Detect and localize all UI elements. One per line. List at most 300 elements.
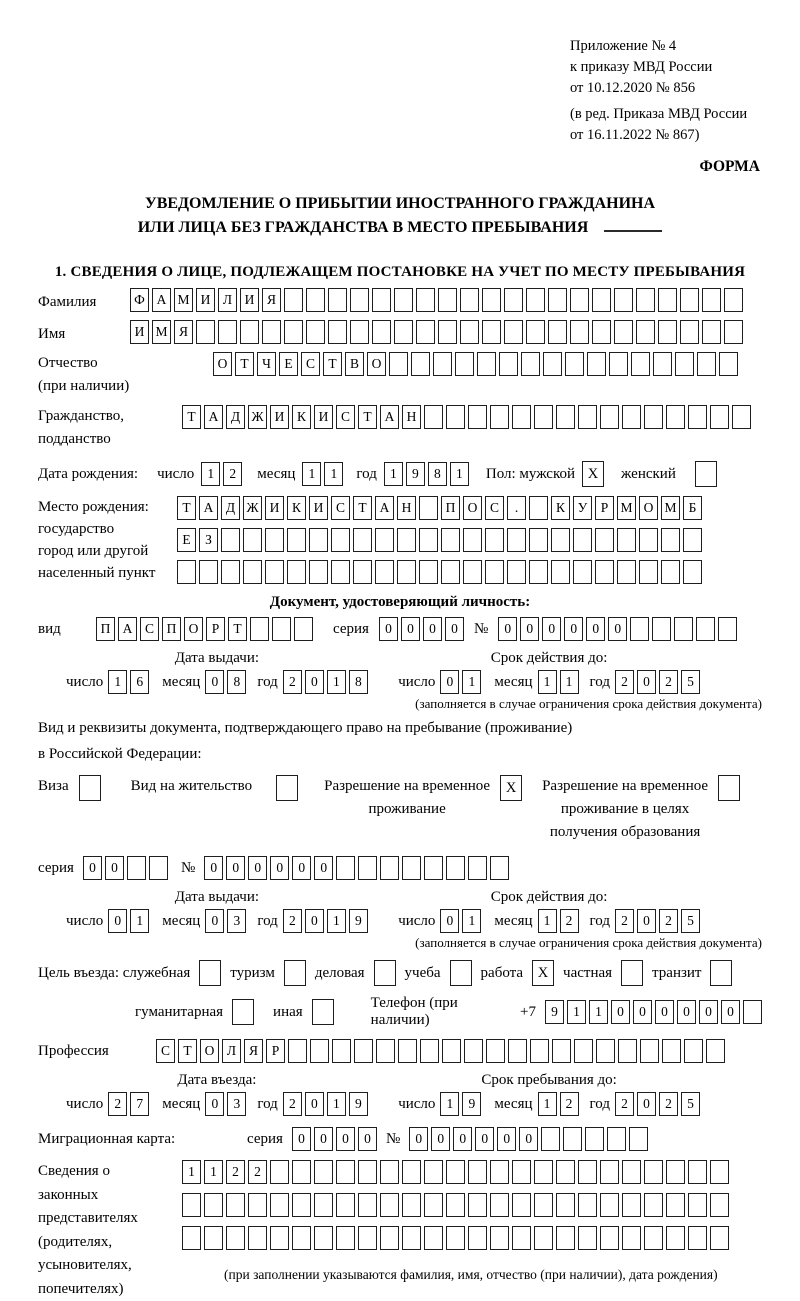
char-cell[interactable] xyxy=(570,320,589,344)
char-cell[interactable] xyxy=(719,352,738,376)
char-cell[interactable] xyxy=(460,288,479,312)
char-cell[interactable] xyxy=(556,1193,575,1217)
char-cell-filled[interactable]: И xyxy=(314,405,333,429)
char-cell-filled[interactable]: Т xyxy=(177,496,196,520)
char-cell-filled[interactable]: Л xyxy=(218,288,237,312)
char-cell[interactable] xyxy=(661,528,680,552)
char-cell-filled[interactable]: 5 xyxy=(681,1092,700,1116)
char-cell[interactable] xyxy=(464,1039,483,1063)
char-cell[interactable] xyxy=(314,1160,333,1184)
char-cell-filled[interactable]: 1 xyxy=(182,1160,201,1184)
char-cell-filled[interactable]: 2 xyxy=(560,909,579,933)
char-cell[interactable] xyxy=(534,1160,553,1184)
char-cell-filled[interactable]: 0 xyxy=(440,670,459,694)
char-cell[interactable] xyxy=(265,528,284,552)
char-cell[interactable] xyxy=(353,528,372,552)
char-cell[interactable] xyxy=(666,1193,685,1217)
char-cell-filled[interactable]: 1 xyxy=(538,1092,557,1116)
char-cell[interactable] xyxy=(292,1193,311,1217)
char-cell-filled[interactable]: К xyxy=(551,496,570,520)
char-cell[interactable] xyxy=(574,1039,593,1063)
purpose-study-checkbox[interactable] xyxy=(450,960,472,986)
char-cell-filled[interactable]: 2 xyxy=(223,462,242,486)
char-cell-filled[interactable]: И xyxy=(240,288,259,312)
char-cell[interactable] xyxy=(265,560,284,584)
char-cell[interactable] xyxy=(380,1160,399,1184)
char-cell-filled[interactable]: 6 xyxy=(130,670,149,694)
char-cell[interactable] xyxy=(306,320,325,344)
char-cell-filled[interactable]: 2 xyxy=(615,670,634,694)
char-cell[interactable] xyxy=(490,856,509,880)
char-cell-filled[interactable]: Н xyxy=(402,405,421,429)
char-cell[interactable] xyxy=(240,320,259,344)
char-cell-filled[interactable]: У xyxy=(573,496,592,520)
char-cell-filled[interactable]: 9 xyxy=(462,1092,481,1116)
char-cell-filled[interactable]: 0 xyxy=(292,856,311,880)
char-cell[interactable] xyxy=(662,1039,681,1063)
char-cell[interactable] xyxy=(248,1193,267,1217)
char-cell[interactable] xyxy=(644,1160,663,1184)
purpose-business-checkbox[interactable] xyxy=(374,960,396,986)
char-cell-filled[interactable]: 2 xyxy=(659,909,678,933)
char-cell-filled[interactable]: 0 xyxy=(497,1127,516,1151)
char-cell-filled[interactable]: 0 xyxy=(586,617,605,641)
char-cell[interactable] xyxy=(354,1039,373,1063)
char-cell-filled[interactable]: О xyxy=(213,352,232,376)
char-cell[interactable] xyxy=(127,856,146,880)
char-cell-filled[interactable]: Ж xyxy=(248,405,267,429)
char-cell-filled[interactable]: С xyxy=(301,352,320,376)
char-cell[interactable] xyxy=(639,560,658,584)
char-cell[interactable] xyxy=(331,528,350,552)
char-cell[interactable] xyxy=(416,320,435,344)
char-cell-filled[interactable]: 0 xyxy=(105,856,124,880)
char-cell-filled[interactable]: И xyxy=(130,320,149,344)
char-cell-filled[interactable]: О xyxy=(463,496,482,520)
char-cell-filled[interactable]: 8 xyxy=(227,670,246,694)
char-cell[interactable] xyxy=(218,320,237,344)
char-cell-filled[interactable]: 0 xyxy=(611,1000,630,1024)
char-cell[interactable] xyxy=(508,1039,527,1063)
char-cell[interactable] xyxy=(380,1226,399,1250)
char-cell[interactable] xyxy=(372,288,391,312)
char-cell-filled[interactable]: 0 xyxy=(292,1127,311,1151)
char-cell[interactable] xyxy=(372,320,391,344)
char-cell-filled[interactable]: 1 xyxy=(201,462,220,486)
purpose-humanitarian-checkbox[interactable] xyxy=(232,999,254,1025)
char-cell-filled[interactable]: 0 xyxy=(608,617,627,641)
char-cell[interactable] xyxy=(512,1193,531,1217)
char-cell[interactable] xyxy=(592,288,611,312)
char-cell[interactable] xyxy=(336,1226,355,1250)
char-cell-filled[interactable]: М xyxy=(617,496,636,520)
char-cell-filled[interactable]: А xyxy=(380,405,399,429)
char-cell[interactable] xyxy=(718,617,737,641)
char-cell-filled[interactable]: З xyxy=(199,528,218,552)
char-cell-filled[interactable]: Е xyxy=(177,528,196,552)
char-cell[interactable] xyxy=(332,1039,351,1063)
char-cell[interactable] xyxy=(600,405,619,429)
char-cell-filled[interactable]: П xyxy=(441,496,460,520)
char-cell-filled[interactable]: С xyxy=(156,1039,175,1063)
char-cell[interactable] xyxy=(272,617,291,641)
char-cell[interactable] xyxy=(578,1193,597,1217)
female-checkbox[interactable] xyxy=(695,461,717,487)
char-cell[interactable] xyxy=(630,617,649,641)
char-cell[interactable] xyxy=(636,288,655,312)
char-cell[interactable] xyxy=(592,320,611,344)
char-cell-filled[interactable]: 1 xyxy=(538,909,557,933)
char-cell[interactable] xyxy=(702,288,721,312)
purpose-transit-checkbox[interactable] xyxy=(710,960,732,986)
male-checkbox[interactable]: X xyxy=(582,461,604,487)
char-cell[interactable] xyxy=(490,1226,509,1250)
char-cell-filled[interactable]: 0 xyxy=(498,617,517,641)
char-cell[interactable] xyxy=(398,1039,417,1063)
purpose-tourism-checkbox[interactable] xyxy=(284,960,306,986)
char-cell[interactable] xyxy=(622,1160,641,1184)
char-cell-filled[interactable]: 1 xyxy=(440,1092,459,1116)
char-cell[interactable] xyxy=(485,560,504,584)
char-cell[interactable] xyxy=(262,320,281,344)
char-cell[interactable] xyxy=(446,856,465,880)
char-cell-filled[interactable]: 0 xyxy=(431,1127,450,1151)
char-cell[interactable] xyxy=(644,405,663,429)
char-cell[interactable] xyxy=(419,560,438,584)
visa-checkbox[interactable] xyxy=(79,775,101,801)
char-cell[interactable] xyxy=(683,560,702,584)
char-cell-filled[interactable]: 2 xyxy=(283,909,302,933)
char-cell[interactable] xyxy=(529,496,548,520)
char-cell[interactable] xyxy=(287,528,306,552)
char-cell[interactable] xyxy=(552,1039,571,1063)
char-cell-filled[interactable]: А xyxy=(199,496,218,520)
char-cell[interactable] xyxy=(578,405,597,429)
char-cell-filled[interactable]: 0 xyxy=(336,1127,355,1151)
char-cell[interactable] xyxy=(490,405,509,429)
char-cell-filled[interactable]: 1 xyxy=(384,462,403,486)
char-cell[interactable] xyxy=(358,1193,377,1217)
char-cell-filled[interactable]: 0 xyxy=(270,856,289,880)
char-cell[interactable] xyxy=(702,320,721,344)
char-cell-filled[interactable]: 1 xyxy=(108,670,127,694)
char-cell[interactable] xyxy=(688,405,707,429)
char-cell-filled[interactable]: О xyxy=(639,496,658,520)
char-cell-filled[interactable]: В xyxy=(345,352,364,376)
char-cell[interactable] xyxy=(551,560,570,584)
char-cell-filled[interactable]: 5 xyxy=(681,670,700,694)
char-cell-filled[interactable]: Т xyxy=(323,352,342,376)
char-cell[interactable] xyxy=(710,1160,729,1184)
char-cell-filled[interactable]: А xyxy=(118,617,137,641)
char-cell[interactable] xyxy=(548,288,567,312)
char-cell[interactable] xyxy=(573,528,592,552)
char-cell-filled[interactable]: 1 xyxy=(589,1000,608,1024)
char-cell-filled[interactable]: 0 xyxy=(204,856,223,880)
char-cell[interactable] xyxy=(394,320,413,344)
char-cell-filled[interactable]: 0 xyxy=(305,1092,324,1116)
char-cell-filled[interactable]: 1 xyxy=(324,462,343,486)
char-cell[interactable] xyxy=(306,288,325,312)
char-cell-filled[interactable]: И xyxy=(309,496,328,520)
char-cell-filled[interactable]: 1 xyxy=(450,462,469,486)
char-cell[interactable] xyxy=(563,1127,582,1151)
char-cell-filled[interactable]: 7 xyxy=(130,1092,149,1116)
char-cell-filled[interactable]: 9 xyxy=(349,1092,368,1116)
char-cell[interactable] xyxy=(526,288,545,312)
char-cell[interactable] xyxy=(490,1193,509,1217)
char-cell[interactable] xyxy=(504,288,523,312)
char-cell[interactable] xyxy=(541,1127,560,1151)
char-cell[interactable] xyxy=(419,496,438,520)
char-cell[interactable] xyxy=(314,1226,333,1250)
char-cell-filled[interactable]: Т xyxy=(178,1039,197,1063)
char-cell[interactable] xyxy=(438,320,457,344)
char-cell[interactable] xyxy=(226,1193,245,1217)
char-cell[interactable] xyxy=(204,1193,223,1217)
char-cell-filled[interactable]: И xyxy=(270,405,289,429)
char-cell-filled[interactable]: И xyxy=(265,496,284,520)
char-cell-filled[interactable]: Ф xyxy=(130,288,149,312)
char-cell[interactable] xyxy=(596,1039,615,1063)
char-cell[interactable] xyxy=(243,528,262,552)
char-cell[interactable] xyxy=(600,1160,619,1184)
char-cell-filled[interactable]: 0 xyxy=(637,670,656,694)
char-cell-filled[interactable]: 1 xyxy=(462,909,481,933)
char-cell[interactable] xyxy=(446,1160,465,1184)
char-cell-filled[interactable]: 0 xyxy=(358,1127,377,1151)
char-cell[interactable] xyxy=(243,560,262,584)
char-cell[interactable] xyxy=(600,1193,619,1217)
char-cell[interactable] xyxy=(688,1160,707,1184)
char-cell-filled[interactable]: М xyxy=(174,288,193,312)
char-cell[interactable] xyxy=(504,320,523,344)
char-cell[interactable] xyxy=(292,1160,311,1184)
char-cell[interactable] xyxy=(578,1160,597,1184)
char-cell[interactable] xyxy=(463,528,482,552)
char-cell[interactable] xyxy=(460,320,479,344)
char-cell[interactable] xyxy=(512,405,531,429)
char-cell-filled[interactable]: 1 xyxy=(567,1000,586,1024)
char-cell[interactable] xyxy=(394,288,413,312)
char-cell[interactable] xyxy=(250,617,269,641)
char-cell[interactable] xyxy=(521,352,540,376)
char-cell-filled[interactable]: 0 xyxy=(205,909,224,933)
char-cell-filled[interactable]: 0 xyxy=(83,856,102,880)
char-cell-filled[interactable]: Л xyxy=(222,1039,241,1063)
char-cell[interactable] xyxy=(485,528,504,552)
char-cell[interactable] xyxy=(353,560,372,584)
char-cell-filled[interactable]: Д xyxy=(221,496,240,520)
char-cell-filled[interactable]: 1 xyxy=(560,670,579,694)
char-cell-filled[interactable]: Т xyxy=(182,405,201,429)
char-cell-filled[interactable]: Т xyxy=(228,617,247,641)
char-cell[interactable] xyxy=(350,320,369,344)
char-cell-filled[interactable]: 0 xyxy=(248,856,267,880)
char-cell[interactable] xyxy=(652,617,671,641)
char-cell-filled[interactable]: 1 xyxy=(462,670,481,694)
char-cell-filled[interactable]: 5 xyxy=(681,909,700,933)
char-cell[interactable] xyxy=(482,288,501,312)
char-cell-filled[interactable]: Ж xyxy=(243,496,262,520)
char-cell-filled[interactable]: К xyxy=(287,496,306,520)
char-cell[interactable] xyxy=(565,352,584,376)
char-cell-filled[interactable]: С xyxy=(331,496,350,520)
char-cell-filled[interactable]: 1 xyxy=(204,1160,223,1184)
char-cell[interactable] xyxy=(204,1226,223,1250)
purpose-other-checkbox[interactable] xyxy=(312,999,334,1025)
char-cell[interactable] xyxy=(446,405,465,429)
char-cell-filled[interactable]: 1 xyxy=(302,462,321,486)
char-cell[interactable] xyxy=(468,1193,487,1217)
char-cell[interactable] xyxy=(389,352,408,376)
char-cell-filled[interactable]: 0 xyxy=(440,909,459,933)
char-cell[interactable] xyxy=(375,560,394,584)
char-cell-filled[interactable]: 0 xyxy=(409,1127,428,1151)
char-cell-filled[interactable]: 0 xyxy=(423,617,442,641)
char-cell[interactable] xyxy=(724,320,743,344)
char-cell[interactable] xyxy=(666,1160,685,1184)
char-cell[interactable] xyxy=(226,1226,245,1250)
char-cell[interactable] xyxy=(661,560,680,584)
char-cell-filled[interactable]: Р xyxy=(266,1039,285,1063)
char-cell-filled[interactable]: 8 xyxy=(349,670,368,694)
char-cell-filled[interactable]: И xyxy=(196,288,215,312)
char-cell[interactable] xyxy=(724,288,743,312)
char-cell-filled[interactable]: Р xyxy=(595,496,614,520)
char-cell[interactable] xyxy=(595,560,614,584)
char-cell-filled[interactable]: 0 xyxy=(564,617,583,641)
char-cell[interactable] xyxy=(578,1226,597,1250)
char-cell[interactable] xyxy=(556,1226,575,1250)
char-cell[interactable] xyxy=(375,528,394,552)
purpose-work-checkbox[interactable]: X xyxy=(532,960,554,986)
char-cell[interactable] xyxy=(358,1226,377,1250)
char-cell-filled[interactable]: К xyxy=(292,405,311,429)
char-cell[interactable] xyxy=(424,856,443,880)
char-cell-filled[interactable]: 2 xyxy=(659,1092,678,1116)
char-cell-filled[interactable]: С xyxy=(336,405,355,429)
char-cell[interactable] xyxy=(336,856,355,880)
char-cell[interactable] xyxy=(556,1160,575,1184)
char-cell[interactable] xyxy=(411,352,430,376)
char-cell-filled[interactable]: 0 xyxy=(519,1127,538,1151)
char-cell-filled[interactable]: 1 xyxy=(327,670,346,694)
char-cell[interactable] xyxy=(600,1226,619,1250)
char-cell-filled[interactable]: 9 xyxy=(349,909,368,933)
char-cell-filled[interactable]: 2 xyxy=(226,1160,245,1184)
char-cell-filled[interactable]: Р xyxy=(206,617,225,641)
char-cell[interactable] xyxy=(684,1039,703,1063)
char-cell-filled[interactable]: Ч xyxy=(257,352,276,376)
char-cell[interactable] xyxy=(614,320,633,344)
char-cell[interactable] xyxy=(512,1226,531,1250)
char-cell[interactable] xyxy=(551,528,570,552)
char-cell[interactable] xyxy=(424,1226,443,1250)
char-cell[interactable] xyxy=(573,560,592,584)
char-cell[interactable] xyxy=(570,288,589,312)
char-cell[interactable] xyxy=(182,1193,201,1217)
char-cell[interactable] xyxy=(499,352,518,376)
char-cell-filled[interactable]: 0 xyxy=(637,1092,656,1116)
char-cell-filled[interactable]: 2 xyxy=(283,670,302,694)
char-cell-filled[interactable]: П xyxy=(162,617,181,641)
char-cell-filled[interactable]: 2 xyxy=(615,1092,634,1116)
char-cell[interactable] xyxy=(666,405,685,429)
char-cell-filled[interactable]: 1 xyxy=(327,909,346,933)
char-cell-filled[interactable]: 9 xyxy=(406,462,425,486)
char-cell[interactable] xyxy=(732,405,751,429)
char-cell-filled[interactable]: 0 xyxy=(305,909,324,933)
char-cell-filled[interactable]: М xyxy=(661,496,680,520)
char-cell[interactable] xyxy=(674,617,693,641)
char-cell-filled[interactable]: 2 xyxy=(560,1092,579,1116)
char-cell[interactable] xyxy=(614,288,633,312)
char-cell[interactable] xyxy=(529,560,548,584)
char-cell[interactable] xyxy=(595,528,614,552)
char-cell[interactable] xyxy=(397,560,416,584)
char-cell-filled[interactable]: 2 xyxy=(659,670,678,694)
char-cell[interactable] xyxy=(636,320,655,344)
char-cell[interactable] xyxy=(666,1226,685,1250)
char-cell[interactable] xyxy=(402,1226,421,1250)
char-cell-filled[interactable]: Д xyxy=(226,405,245,429)
char-cell[interactable] xyxy=(468,856,487,880)
char-cell[interactable] xyxy=(284,320,303,344)
char-cell-filled[interactable]: 2 xyxy=(108,1092,127,1116)
char-cell-filled[interactable]: А xyxy=(204,405,223,429)
char-cell[interactable] xyxy=(196,320,215,344)
char-cell[interactable] xyxy=(380,1193,399,1217)
char-cell[interactable] xyxy=(424,1160,443,1184)
char-cell[interactable] xyxy=(507,528,526,552)
char-cell-filled[interactable]: Н xyxy=(397,496,416,520)
char-cell[interactable] xyxy=(221,528,240,552)
char-cell[interactable] xyxy=(419,528,438,552)
char-cell[interactable] xyxy=(288,1039,307,1063)
char-cell-filled[interactable]: 3 xyxy=(227,909,246,933)
char-cell-filled[interactable]: Б xyxy=(683,496,702,520)
char-cell[interactable] xyxy=(350,288,369,312)
char-cell[interactable] xyxy=(609,352,628,376)
char-cell[interactable] xyxy=(680,320,699,344)
char-cell[interactable] xyxy=(629,1127,648,1151)
char-cell-filled[interactable]: А xyxy=(375,496,394,520)
char-cell[interactable] xyxy=(631,352,650,376)
purpose-official-checkbox[interactable] xyxy=(199,960,221,986)
char-cell-filled[interactable]: Е xyxy=(279,352,298,376)
char-cell[interactable] xyxy=(622,405,641,429)
char-cell[interactable] xyxy=(688,1193,707,1217)
char-cell-filled[interactable]: Т xyxy=(353,496,372,520)
char-cell[interactable] xyxy=(441,560,460,584)
char-cell[interactable] xyxy=(607,1127,626,1151)
char-cell[interactable] xyxy=(287,560,306,584)
char-cell[interactable] xyxy=(270,1226,289,1250)
char-cell[interactable] xyxy=(310,1039,329,1063)
char-cell[interactable] xyxy=(706,1039,725,1063)
char-cell[interactable] xyxy=(441,528,460,552)
char-cell-filled[interactable]: М xyxy=(152,320,171,344)
char-cell-filled[interactable]: А xyxy=(152,288,171,312)
char-cell[interactable] xyxy=(490,1160,509,1184)
char-cell[interactable] xyxy=(697,352,716,376)
char-cell[interactable] xyxy=(177,560,196,584)
char-cell[interactable] xyxy=(270,1160,289,1184)
char-cell[interactable] xyxy=(438,288,457,312)
char-cell[interactable] xyxy=(376,1039,395,1063)
char-cell[interactable] xyxy=(468,1226,487,1250)
